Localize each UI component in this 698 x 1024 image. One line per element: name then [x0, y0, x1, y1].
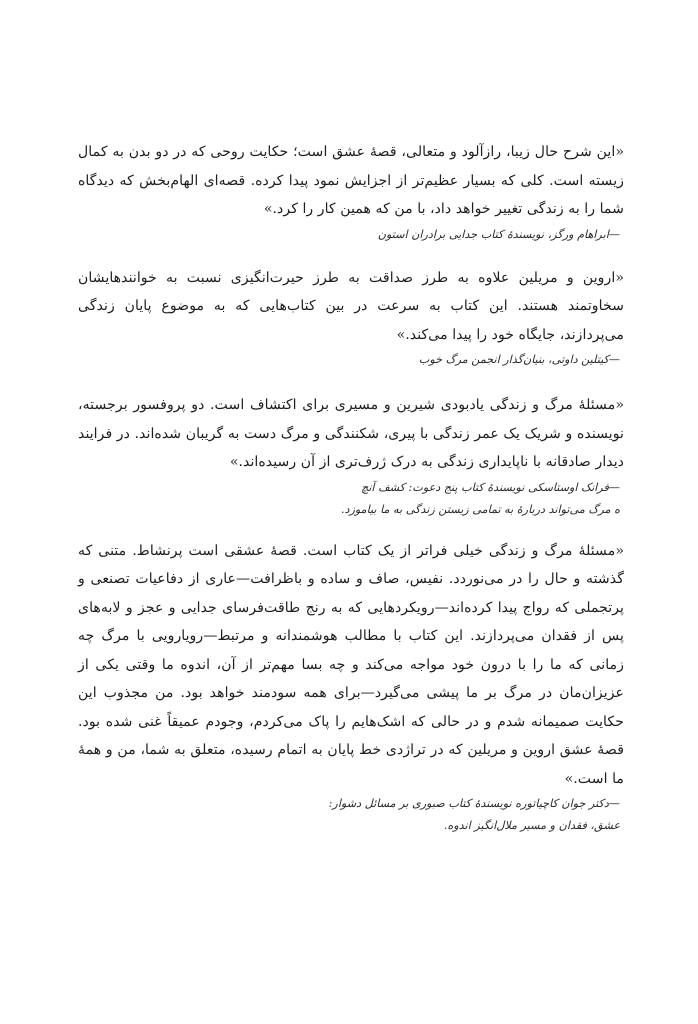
blurb-quote: «مسئلهٔ مرگ و زندگی یادبودی شیرین و مسیری برای اکتشاف است. دو پروفسور برجسته، نویسنده و شریک یک عمر زندگی با پیری، شکنندگی و مرگ دست به گریبان شده‌اند. در فرایند دیدار صادقانه با ناپایداری زندگی به درک ژرف‌تری از آن رسیده‌اند.»: [78, 397, 624, 470]
blurb-quote: «مسئلهٔ مرگ و زندگی خیلی فراتر از یک کتاب است. قصهٔ عشقی است پرنشاط. متنی که گذشته و حال را در می‌نوردد. نفیس، صاف و ساده و باظرافت—عاری از دفاعیات تصنعی و پرتجملی که رواج پیدا کرده‌اند—رویکردهایی که به رنج طاقت‌فرسای جدایی و عجز و لابه‌های پس از فقدان می‌پردازند. این کتاب با مطالب هوشمندانه و مرتبط—رویارویی با مرگ چه زمانی که ما را با درون خود مواجه می‌کند و چه بسا مهم‌تر از آن، اندوه ما وقتی یکی از عزیزان‌مان در مرگ بر ما پیشی می‌گیرد—برای همه سودمند خواهد بود. من مجذوب این حکایت صمیمانه شدم و در حالی که اشک‌هایم را پاک می‌کردم، وجودم عمیقاً غنی شده بود. قصهٔ عشق اروین و مریلین که در تراژدی خط پایان به اتمام رسیده، متعلق به شما، من و همهٔ ما است.»: [78, 542, 624, 787]
blurb-attribution: ه مرگ می‌تواند دربارهٔ به تمامی زیستن زندگی به ما بیاموزد.: [340, 502, 620, 516]
blurb-attribution: —فرانک اوستاسکی نویسندهٔ کتاب پنج دعوت: کشف آنچ: [361, 480, 620, 494]
blurb-attribution: —کیتلین داوتی، بنیان‌گذار انجمن مرگ خوب: [418, 353, 620, 366]
blurb-quote: «اروین و مریلین علاوه به طرز صداقت به طرز حیرت‌انگیزی نسبت به خوانندهایشان سخاوتمند هستند. این کتاب به سرعت در بین کتاب‌هایی که به موضوع پایان زندگی می‌پردازند، جایگاه خود را پیدا می‌کند.»: [78, 269, 624, 343]
blurb-quote: «این شرح حال زیبا، رازآلود و متعالی، قصهٔ عشق است؛ حکایت روحی که در دو بدن به کمال زیسته است. کلی که بسیار عظیم‌تر از اجزایش نمود پیدا کرده. قصه‌ای الهام‌بخش که دیدگاه شما را به زندگی تغییر خواهد داد، با من که همین کار را کرد.»: [78, 144, 624, 217]
blurb-block: [78, 391, 624, 521]
blurb-attribution: —دکتر جوان کاچیاتوره نویسندهٔ کتاب صبوری بر مسائل دشوار:: [328, 797, 620, 810]
blurb-block: [78, 138, 624, 246]
blurb-attribution: —ابراهام ورگز، نویسندهٔ کتاب جدایی برادران استون: [377, 227, 620, 241]
blurb-block: [78, 264, 624, 372]
blurb-attribution: عشق، فقدان و مسیر ملال‌انگیز اندوه.: [443, 819, 620, 832]
blurb-block: [78, 537, 624, 838]
blurbs-page: [78, 138, 624, 837]
